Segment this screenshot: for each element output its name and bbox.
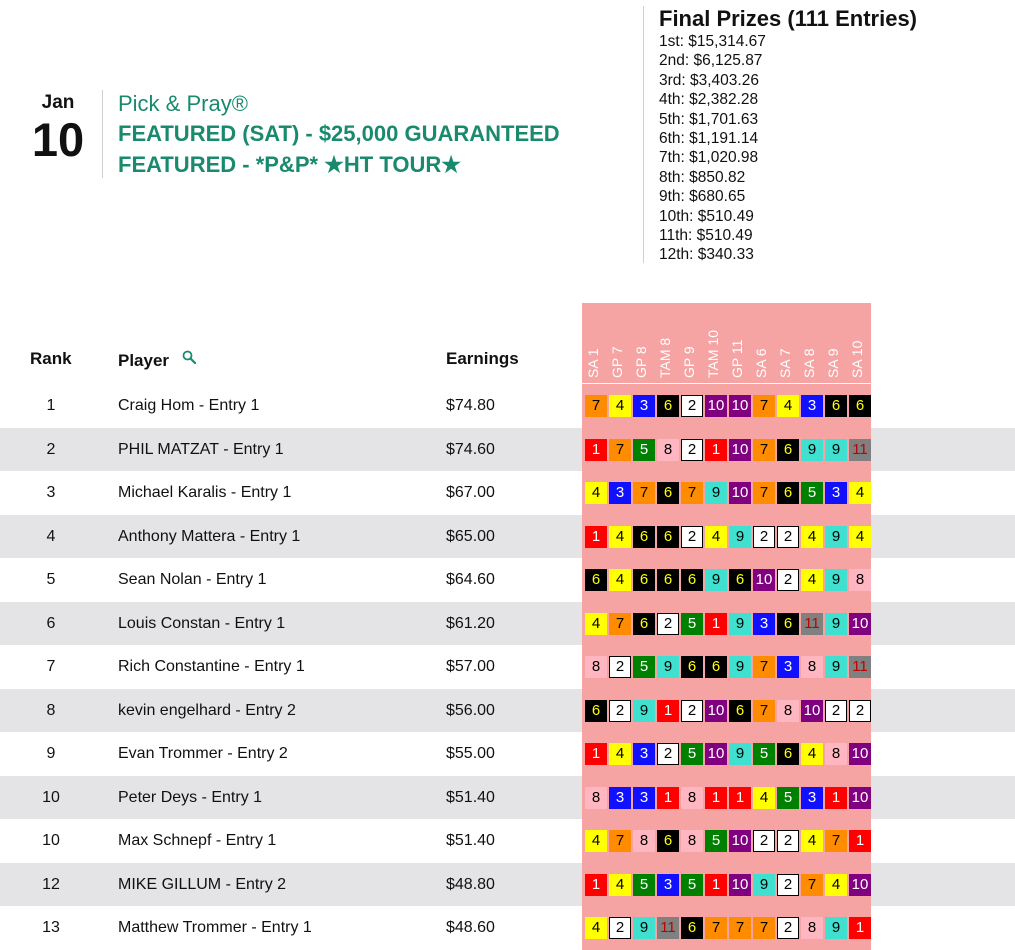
pick-badge: 2 — [777, 917, 799, 939]
race-header-label: GP 9 — [681, 346, 697, 378]
pick-badge: 6 — [681, 917, 703, 939]
pick-badge: 5 — [801, 482, 823, 504]
pick-badge: 11 — [849, 439, 871, 461]
player-cell[interactable]: Louis Constan - Entry 1 — [118, 614, 286, 632]
pick-badge: 8 — [777, 700, 799, 722]
earnings-cell: $65.00 — [446, 527, 495, 545]
divider — [102, 90, 103, 178]
pick-badge: 9 — [705, 569, 727, 591]
pick-badge: 6 — [777, 439, 799, 461]
pick-badge: 4 — [585, 482, 607, 504]
race-header-label: SA 6 — [753, 348, 769, 378]
picks-cell — [582, 645, 871, 689]
pick-badge: 2 — [657, 613, 679, 635]
pick-badge: 8 — [633, 830, 655, 852]
pick-badge: 6 — [585, 569, 607, 591]
pick-badge: 1 — [705, 874, 727, 896]
table-row[interactable] — [0, 732, 1015, 776]
rank-cell: 5 — [46, 571, 56, 588]
pick-badge: 10 — [801, 700, 823, 722]
leaderboard-table — [0, 384, 1015, 950]
pick-badge: 6 — [657, 395, 679, 417]
pick-badge: 7 — [753, 439, 775, 461]
table-row[interactable] — [0, 776, 1015, 820]
prize-list — [659, 32, 917, 265]
pick-badge: 9 — [825, 439, 847, 461]
table-row[interactable] — [0, 819, 1015, 863]
table-row[interactable] — [0, 863, 1015, 907]
race-header-label: SA 1 — [585, 348, 601, 378]
pick-badge: 9 — [729, 743, 751, 765]
event-date — [24, 92, 92, 164]
pick-badge: 1 — [705, 613, 727, 635]
pick-badge: 2 — [609, 656, 631, 678]
pick-badge: 10 — [849, 613, 871, 635]
event-titles — [118, 90, 560, 180]
pick-badge: 4 — [609, 526, 631, 548]
race-header-label: GP 11 — [729, 339, 745, 378]
rank-cell: 12 — [42, 875, 60, 893]
pick-badge: 4 — [585, 830, 607, 852]
pick-badge: 5 — [633, 439, 655, 461]
picks-cell — [582, 471, 871, 515]
pick-badge: 2 — [681, 439, 703, 461]
pick-badge: 3 — [777, 656, 799, 678]
picks-cell — [582, 689, 871, 733]
prize-item: 10th: $510.49 — [659, 207, 754, 225]
player-cell[interactable]: MIKE GILLUM - Entry 2 — [118, 875, 287, 893]
pick-badge: 4 — [849, 526, 871, 548]
prize-item: 4th: $2,382.28 — [659, 91, 759, 109]
table-row[interactable] — [0, 515, 1015, 559]
pick-badge: 5 — [681, 874, 703, 896]
pick-badge: 1 — [705, 787, 727, 809]
rank-cell: 9 — [46, 745, 56, 762]
pick-badge: 11 — [801, 613, 823, 635]
table-row[interactable] — [0, 906, 1015, 950]
pick-badge: 3 — [753, 613, 775, 635]
pick-badge: 9 — [729, 656, 751, 678]
pick-badge: 8 — [585, 656, 607, 678]
pick-badge: 6 — [777, 482, 799, 504]
pick-badge: 6 — [585, 700, 607, 722]
event-day: 10 — [31, 113, 85, 166]
rank-cell: 4 — [46, 527, 56, 545]
prize-item: 1st: $15,314.67 — [659, 33, 766, 50]
pick-badge: 10 — [729, 830, 751, 852]
pick-badge: 1 — [729, 787, 751, 809]
pick-badge: 8 — [681, 830, 703, 852]
player-cell[interactable]: Anthony Mattera - Entry 1 — [118, 527, 301, 545]
pick-badge: 3 — [633, 787, 655, 809]
earnings-cell: $57.00 — [446, 658, 495, 675]
prize-item: 2nd: $6,125.87 — [659, 52, 763, 70]
pick-badge: 4 — [609, 569, 631, 591]
pick-badge: 2 — [657, 743, 679, 765]
pick-badge: 7 — [609, 439, 631, 461]
picks-cell — [582, 906, 871, 950]
prize-item: 3rd: $3,403.26 — [659, 71, 759, 89]
pick-badge: 4 — [825, 874, 847, 896]
earnings-cell: $74.60 — [446, 440, 495, 458]
pick-badge: 8 — [801, 917, 823, 939]
pick-badge: 6 — [657, 526, 679, 548]
prize-item: 11th: $510.49 — [659, 227, 753, 245]
player-cell[interactable]: PHIL MATZAT - Entry 1 — [118, 440, 284, 458]
pick-badge: 2 — [753, 830, 775, 852]
prize-item: 7th: $1,020.98 — [659, 149, 759, 167]
pick-badge: 7 — [753, 395, 775, 417]
pick-badge: 2 — [681, 700, 703, 722]
pick-badge: 6 — [657, 569, 679, 591]
player-cell[interactable]: Peter Deys - Entry 1 — [118, 788, 263, 806]
player-cell[interactable]: Max Schnepf - Entry 1 — [118, 832, 277, 849]
pick-badge: 1 — [705, 439, 727, 461]
pick-badge: 1 — [585, 743, 607, 765]
race-header-label: TAM 8 — [657, 337, 673, 378]
pick-badge: 2 — [609, 917, 631, 939]
pick-badge: 4 — [609, 874, 631, 896]
picks-cell — [582, 558, 871, 602]
pick-badge: 7 — [681, 482, 703, 504]
pick-badge: 7 — [753, 700, 775, 722]
table-row[interactable] — [0, 602, 1015, 646]
earnings-header: Earnings — [446, 349, 519, 368]
pick-badge: 11 — [849, 656, 871, 678]
pick-badge: 9 — [729, 613, 751, 635]
pick-badge: 9 — [729, 526, 751, 548]
pick-badge: 9 — [657, 656, 679, 678]
pick-badge: 10 — [849, 787, 871, 809]
pick-badge: 8 — [657, 439, 679, 461]
prize-item: 9th: $680.65 — [659, 188, 746, 206]
pick-badge: 3 — [657, 874, 679, 896]
pick-badge: 2 — [609, 700, 631, 722]
pick-badge: 4 — [585, 917, 607, 939]
player-cell[interactable]: Rich Constantine - Entry 1 — [118, 658, 305, 675]
pick-badge: 4 — [609, 743, 631, 765]
pick-badge: 7 — [825, 830, 847, 852]
prize-item: 8th: $850.82 — [659, 168, 746, 186]
pick-badge: 3 — [609, 482, 631, 504]
event-title-2: FEATURED - *P&P* ★HT TOUR★ — [118, 152, 461, 177]
pick-badge: 4 — [777, 395, 799, 417]
pick-badge: 10 — [753, 569, 775, 591]
race-header-label: GP 8 — [633, 346, 649, 378]
pick-badge: 4 — [585, 613, 607, 635]
pick-badge: 8 — [585, 787, 607, 809]
player-cell[interactable]: Craig Hom - Entry 1 — [118, 397, 260, 414]
pick-badge: 5 — [705, 830, 727, 852]
picks-cell — [582, 384, 871, 428]
pick-badge: 10 — [705, 395, 727, 417]
pick-badge: 6 — [633, 526, 655, 548]
pick-badge: 6 — [633, 569, 655, 591]
table-row[interactable] — [0, 645, 1015, 689]
rank-cell: 2 — [46, 440, 56, 458]
table-row[interactable] — [0, 428, 1015, 472]
pick-badge: 6 — [729, 700, 751, 722]
rank-cell: 10 — [42, 832, 60, 849]
pick-badge: 9 — [705, 482, 727, 504]
pick-badge: 10 — [729, 874, 751, 896]
earnings-cell: $61.20 — [446, 614, 495, 632]
pick-badge: 1 — [585, 526, 607, 548]
pick-badge: 3 — [633, 395, 655, 417]
pick-badge: 1 — [657, 787, 679, 809]
pick-badge: 2 — [777, 569, 799, 591]
pick-badge: 7 — [753, 656, 775, 678]
table-row[interactable] — [0, 689, 1015, 733]
pick-badge: 9 — [825, 526, 847, 548]
pick-badge: 6 — [849, 395, 871, 417]
table-row[interactable] — [0, 471, 1015, 515]
pick-badge: 1 — [657, 700, 679, 722]
rank-header: Rank — [30, 349, 72, 368]
earnings-cell: $67.00 — [446, 484, 495, 501]
pick-badge: 10 — [729, 482, 751, 504]
player-cell[interactable]: Matthew Trommer - Entry 1 — [118, 919, 312, 936]
race-header-label: SA 10 — [849, 340, 865, 378]
pick-badge: 1 — [585, 439, 607, 461]
pick-badge: 11 — [657, 917, 679, 939]
pick-badge: 6 — [681, 656, 703, 678]
picks-cell — [582, 602, 871, 646]
picks-cell — [582, 819, 871, 863]
pick-badge: 8 — [801, 656, 823, 678]
race-header-label: TAM 10 — [705, 330, 721, 378]
pick-badge: 5 — [633, 874, 655, 896]
prize-item: 6th: $1,191.14 — [659, 130, 759, 148]
pick-badge: 4 — [801, 569, 823, 591]
pick-badge: 7 — [705, 917, 727, 939]
pick-badge: 9 — [633, 917, 655, 939]
race-header-label: SA 7 — [777, 348, 793, 378]
prizes-panel — [659, 6, 917, 265]
pick-badge: 7 — [609, 830, 631, 852]
pick-badge: 6 — [657, 482, 679, 504]
pick-badge: 10 — [849, 743, 871, 765]
brand-name: Pick & Pray® — [118, 91, 248, 116]
pick-badge: 10 — [729, 439, 751, 461]
pick-badge: 4 — [849, 482, 871, 504]
pick-badge: 2 — [753, 526, 775, 548]
race-header-label: SA 9 — [825, 348, 841, 378]
earnings-cell: $51.40 — [446, 832, 495, 849]
pick-badge: 7 — [801, 874, 823, 896]
pick-badge: 9 — [825, 917, 847, 939]
prizes-heading: Final Prizes (111 Entries) — [659, 6, 918, 31]
rank-cell: 13 — [42, 919, 60, 936]
pick-badge: 9 — [825, 569, 847, 591]
search-icon[interactable] — [182, 349, 196, 369]
pick-badge: 2 — [681, 526, 703, 548]
rank-cell: 6 — [46, 614, 56, 632]
rank-cell: 1 — [46, 397, 56, 414]
pick-badge: 7 — [633, 482, 655, 504]
pick-badge: 6 — [657, 830, 679, 852]
pick-badge: 3 — [825, 482, 847, 504]
pick-badge: 9 — [801, 439, 823, 461]
pick-badge: 4 — [801, 743, 823, 765]
pick-badge: 5 — [633, 656, 655, 678]
table-row[interactable] — [0, 384, 1015, 428]
pick-badge: 3 — [801, 787, 823, 809]
race-header-label: SA 8 — [801, 348, 817, 378]
pick-badge: 2 — [681, 395, 703, 417]
pick-badge: 5 — [777, 787, 799, 809]
pick-badge: 4 — [801, 830, 823, 852]
rank-cell: 8 — [46, 701, 56, 719]
pick-badge: 3 — [633, 743, 655, 765]
race-header-label: GP 7 — [609, 346, 625, 378]
pick-badge: 6 — [705, 656, 727, 678]
pick-badge: 8 — [849, 569, 871, 591]
picks-cell — [582, 776, 871, 820]
pick-badge: 4 — [705, 526, 727, 548]
earnings-cell: $48.60 — [446, 919, 495, 936]
pick-badge: 5 — [681, 613, 703, 635]
pick-badge: 4 — [753, 787, 775, 809]
player-cell[interactable]: Sean Nolan - Entry 1 — [118, 571, 267, 588]
table-row[interactable] — [0, 558, 1015, 602]
picks-cell — [582, 732, 871, 776]
player-header — [118, 349, 196, 371]
pick-badge: 6 — [777, 613, 799, 635]
player-cell[interactable]: kevin engelhard - Entry 2 — [118, 701, 296, 719]
picks-cell — [582, 428, 871, 472]
pick-badge: 1 — [825, 787, 847, 809]
pick-badge: 10 — [849, 874, 871, 896]
pick-badge: 1 — [849, 917, 871, 939]
pick-badge: 3 — [609, 787, 631, 809]
pick-badge: 9 — [633, 700, 655, 722]
pick-badge: 6 — [633, 613, 655, 635]
prize-item: 5th: $1,701.63 — [659, 110, 759, 128]
pick-badge: 7 — [609, 613, 631, 635]
pick-badge: 6 — [777, 743, 799, 765]
pick-badge: 6 — [825, 395, 847, 417]
pick-badge: 2 — [777, 526, 799, 548]
pick-badge: 2 — [825, 700, 847, 722]
earnings-cell: $74.80 — [446, 397, 495, 414]
event-title-1: FEATURED (SAT) - $25,000 GUARANTEED — [118, 121, 560, 146]
player-cell[interactable]: Michael Karalis - Entry 1 — [118, 484, 292, 501]
earnings-cell: $56.00 — [446, 701, 495, 719]
pick-badge: 9 — [753, 874, 775, 896]
pick-badge: 1 — [849, 830, 871, 852]
pick-badge: 7 — [729, 917, 751, 939]
pick-badge: 10 — [705, 743, 727, 765]
divider — [643, 6, 644, 263]
pick-badge: 5 — [753, 743, 775, 765]
prize-item: 12th: $340.33 — [659, 246, 754, 264]
pick-badge: 2 — [849, 700, 871, 722]
pick-badge: 10 — [729, 395, 751, 417]
pick-badge: 6 — [681, 569, 703, 591]
pick-badge: 8 — [825, 743, 847, 765]
pick-badge: 1 — [585, 874, 607, 896]
pick-badge: 6 — [729, 569, 751, 591]
earnings-cell: $48.80 — [446, 875, 495, 893]
pick-badge: 9 — [825, 656, 847, 678]
pick-badge: 5 — [681, 743, 703, 765]
pick-badge: 9 — [825, 613, 847, 635]
earnings-cell: $64.60 — [446, 571, 495, 588]
pick-badge: 2 — [777, 874, 799, 896]
pick-badge: 10 — [705, 700, 727, 722]
pick-badge: 4 — [609, 395, 631, 417]
rank-cell: 7 — [46, 658, 56, 675]
rank-cell: 3 — [46, 484, 56, 501]
pick-badge: 4 — [801, 526, 823, 548]
player-cell[interactable]: Evan Trommer - Entry 2 — [118, 745, 288, 762]
picks-cell — [582, 515, 871, 559]
event-month: Jan — [41, 92, 75, 113]
pick-badge: 8 — [681, 787, 703, 809]
pick-badge: 7 — [753, 482, 775, 504]
rank-cell: 10 — [42, 788, 60, 806]
player-header-label: Player — [118, 351, 170, 370]
earnings-cell: $55.00 — [446, 745, 495, 762]
pick-badge: 2 — [777, 830, 799, 852]
pick-badge: 7 — [753, 917, 775, 939]
pick-badge: 7 — [585, 395, 607, 417]
earnings-cell: $51.40 — [446, 788, 495, 806]
picks-cell — [582, 863, 871, 907]
pick-badge: 3 — [801, 395, 823, 417]
